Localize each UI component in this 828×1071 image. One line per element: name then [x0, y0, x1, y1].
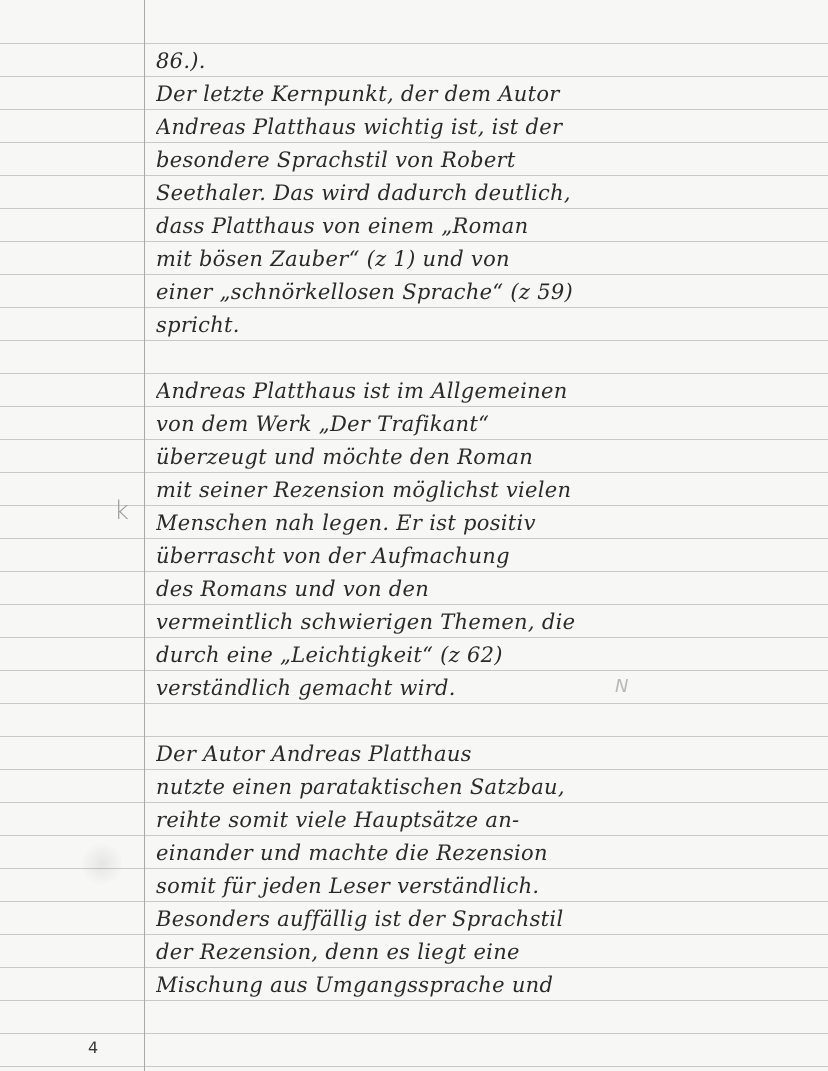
text-line: Besonders auffällig ist der Sprachstil	[156, 907, 564, 931]
text-line: einander und machte die Rezension	[156, 841, 548, 865]
text-line: Der letzte Kernpunkt, der dem Autor	[156, 82, 560, 106]
text-line: überrascht von der Aufmachung	[156, 544, 510, 568]
text-line: Andreas Platthaus wichtig ist, ist der	[156, 115, 563, 139]
text-line: mit seiner Rezension möglichst vielen	[156, 478, 572, 502]
margin-correction-mark: k	[114, 496, 130, 526]
text-line: 86.).	[156, 49, 206, 73]
text-line: reihte somit viele Hauptsätze an-	[156, 808, 520, 832]
text-line: spricht.	[156, 313, 240, 337]
text-line: Andreas Platthaus ist im Allgemeinen	[156, 379, 568, 403]
text-line: des Romans und von den	[156, 577, 430, 601]
end-check-mark: N	[615, 676, 629, 697]
text-line: Seethaler. Das wird dadurch deutlich,	[156, 181, 571, 205]
text-line: der Rezension, denn es liegt eine	[156, 940, 520, 964]
text-line: vermeintlich schwierigen Themen, die	[156, 610, 576, 634]
text-line: Menschen nah legen. Er ist positiv	[156, 511, 536, 535]
text-line: verständlich gemacht wird.	[156, 676, 456, 700]
text-line: überzeugt und möchte den Roman	[156, 445, 534, 469]
page-number: 4	[88, 1038, 99, 1057]
text-line: von dem Werk „Der Trafikant“	[156, 412, 490, 436]
text-line: durch eine „Leichtigkeit“ (z 62)	[156, 643, 503, 667]
text-line: nutzte einen parataktischen Satzbau,	[156, 775, 565, 799]
blank-line	[156, 342, 736, 375]
text-line: Mischung aus Umgangssprache und	[156, 973, 554, 997]
text-line: dass Platthaus von einem „Roman	[156, 214, 529, 238]
text-line: besondere Sprachstil von Robert	[156, 148, 516, 172]
blank-line	[156, 705, 736, 738]
handwritten-text	[156, 45, 736, 1002]
pencil-smudge	[82, 840, 122, 888]
text-line: mit bösen Zauber“ (z 1) und von	[156, 247, 510, 271]
text-line: Der Autor Andreas Platthaus	[156, 742, 472, 766]
text-line: somit für jeden Leser verständlich.	[156, 874, 540, 898]
text-line: einer „schnörkellosen Sprache“ (z 59)	[156, 280, 574, 304]
margin-line	[144, 0, 145, 1071]
